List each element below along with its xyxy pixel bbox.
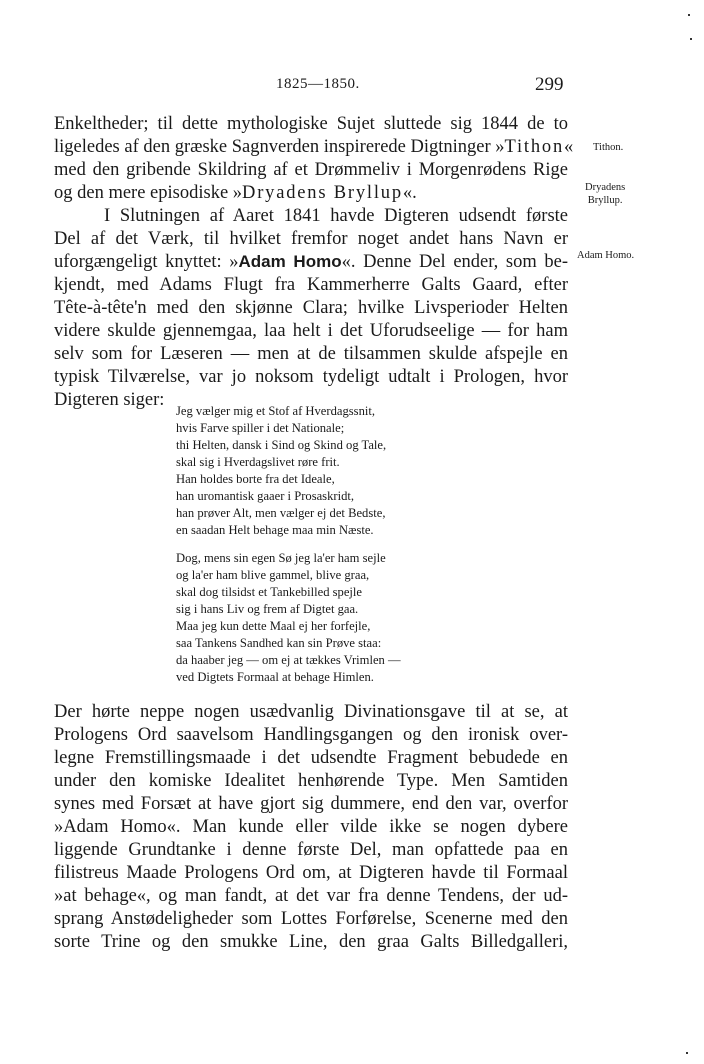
- running-head-title: 1825—1850.: [276, 76, 360, 92]
- verse-line: ved Digtets Formaal at behage Himlen.: [176, 670, 374, 684]
- verse-line: og la'er ham blive gammel, blive graa,: [176, 568, 370, 582]
- verse-line: Han holdes borte fra det Ideale,: [176, 472, 335, 486]
- print-speck: [688, 14, 690, 16]
- verse-line: Dog, mens sin egen Sø jeg la'er ham sejle: [176, 551, 386, 565]
- verse-line: Maa jeg kun dette Maal ej her forfejle,: [176, 619, 371, 633]
- text-line: Der hørte neppe nogen usædvanlig Divinationsgave til at se, at: [54, 702, 568, 722]
- verse-line: sig i hans Liv og frem af Digtet gaa.: [176, 602, 359, 616]
- text-line: Enkeltheder; til dette mythologiske Sujet sluttede sig 1844 de to: [54, 114, 568, 134]
- text-line: videre skulde gjennemgaa, laa helt i det Uforudseelige — for ham: [54, 321, 568, 341]
- text-line: ligeledes af den græske Sagnverden inspirerede Digtninger »Tithon«: [54, 137, 574, 157]
- text-line: filistreus Maade Prologens Ord om, at Digteren havde til Formaal: [54, 863, 568, 883]
- work-title-dryadens-bryllup: Dryadens Bryllup: [242, 183, 403, 203]
- margin-note-dryadens-bryllup: Dryadens Bryllup.: [585, 182, 626, 206]
- text-line: kjendt, med Adams Flugt fra Kammerherre Galts Gaard, efter: [54, 275, 568, 295]
- verse-line: skal dog tilsidst et Tankebilled spejle: [176, 585, 363, 599]
- verse-line: en saadan Helt behage maa min Næste.: [176, 523, 374, 537]
- text-line: under den komiske Idealitet henhørende Type. Men Samtiden: [54, 771, 568, 791]
- verse-line: skal sig i Hverdagslivet røre frit.: [176, 455, 340, 469]
- text-line: legne Fremstillingsmaade i det udsendte Fragment bebudede en: [54, 748, 568, 768]
- text-line: I Slutningen af Aaret 1841 havde Digteren udsendt første: [104, 206, 568, 226]
- text-line: Tête-à-tête'n med den skjønne Clara; hvilke Livsperioder Helten: [54, 298, 568, 318]
- verse-line: thi Helten, dansk i Sind og Skind og Tale,: [176, 438, 387, 452]
- text-line: synes med Forsæt at have gjort sig dummere, end den var, overfor: [54, 794, 568, 814]
- text-line: selv som for Læseren — men at de tilsammen skulde afspejle en: [54, 344, 568, 364]
- running-head: [0, 76, 704, 98]
- text-line: Del af det Værk, til hvilket fremfor noget andet hans Navn er: [54, 229, 568, 249]
- verse-line: Jeg vælger mig et Stof af Hverdagssnit,: [176, 404, 376, 418]
- text-line: »at behage«, og man fandt, at det var fra denne Tendens, der ud-: [54, 886, 568, 906]
- margin-note-tithon: Tithon.: [593, 142, 624, 153]
- verse-line: han uromantisk gaaer i Prosaskridt,: [176, 489, 355, 503]
- verse-line: da haaber jeg — om ej at tækkes Vrimlen —: [176, 653, 401, 667]
- margin-note-adam-homo: Adam Homo.: [577, 250, 635, 261]
- text-line: »Adam Homo«. Man kunde eller vilde ikke se nogen dybere: [54, 817, 568, 837]
- work-title-adam-homo: Adam Homo: [238, 252, 342, 271]
- text-line: uforgængeligt knyttet: »Adam Homo«. Denne Del ender, som be-: [54, 252, 568, 272]
- text-line: liggende Grundtanke i denne første Del, man opfattede paa en: [54, 840, 568, 860]
- text-line: Prologens Ord saavelsom Handlingsgangen og den ironisk over-: [54, 725, 568, 745]
- text-line: og den mere episodiske »Dryadens Bryllup«.: [54, 183, 417, 203]
- text-line: Digteren siger:: [54, 390, 165, 410]
- text-line: med den gribende Skildring af et Drømmeliv i Morgenrødens Rige: [54, 160, 568, 180]
- verse-line: hvis Farve spiller i det Nationale;: [176, 421, 345, 435]
- work-title-tithon: Tithon: [504, 137, 565, 157]
- print-speck: [690, 38, 692, 40]
- text-line: sorte Trine og den smukke Line, den graa Galts Billedgalleri,: [54, 932, 568, 952]
- text-line: sprang Anstødeligheder som Lottes Forførelse, Scenerne med den: [54, 909, 568, 929]
- verse-line: saa Tankens Sandhed kan sin Prøve staa:: [176, 636, 382, 650]
- verse-line: han prøver Alt, men vælger ej det Bedste,: [176, 506, 386, 520]
- print-speck: [686, 1052, 688, 1054]
- text-line: typisk Tilværelse, var jo noksom tydeligt udtalt i Prologen, hvor: [54, 367, 568, 387]
- page-number: 299: [535, 74, 564, 95]
